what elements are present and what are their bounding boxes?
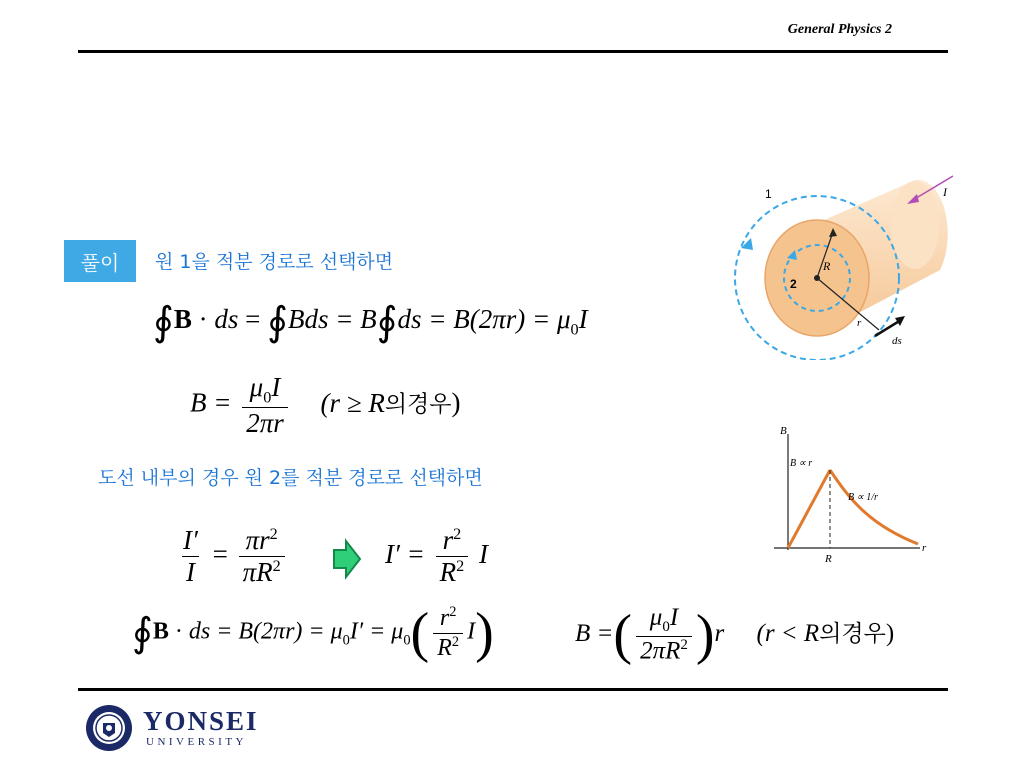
fraction: $\frac{\mu_0I}{2\pi R^2}$	[636, 604, 692, 666]
label-2: 2	[790, 277, 797, 291]
tick-R: R	[825, 553, 832, 565]
header-title: General Physics 2	[787, 22, 892, 37]
contour-integral-icon: ∮	[153, 298, 174, 344]
label-I: I	[943, 185, 947, 199]
logo-name: YONSEI	[143, 706, 259, 736]
equation-ampere-inner: ∮B · ds = $B(2\pi r) = \mu_0I' = \mu_0$( $\frac{r^2}{R^2}$ I)	[132, 602, 494, 665]
equation-current-ratio: $\frac{I'}{I}$ = $\frac{\pi r^2}{\pi R^2}$	[175, 525, 289, 588]
footer-divider	[78, 688, 948, 691]
wire-cross-section-figure	[725, 170, 965, 360]
fraction: $\frac{r^2}{R^2}$	[433, 604, 463, 662]
label-b-prop-r: B ∝ r	[790, 458, 813, 469]
fraction: $\frac{\pi r^2}{\pi R^2}$	[239, 525, 285, 588]
contour-integral-icon: ∮	[267, 298, 288, 344]
contour-integral-icon: ∮	[132, 610, 153, 656]
curve-linear	[788, 470, 830, 548]
curve-inverse	[830, 470, 918, 544]
label-ds: ds	[892, 335, 902, 347]
yonsei-seal-icon	[84, 703, 134, 753]
arrow-right-icon	[332, 538, 362, 580]
label-R: R	[823, 259, 831, 273]
equation-b-inside: B =( $\frac{\mu_0I}{2\pi R^2}$ )r (r < R의경우)	[575, 604, 895, 667]
solution-badge: 풀이	[64, 240, 136, 282]
equation-b-outside: B = $\frac{\mu_0I}{2\pi r}$ (r ≥ R의경우)	[190, 372, 461, 439]
solution-line-1: 원 1을 적분 경로로 선택하면	[155, 251, 394, 273]
equation-ampere-outer: ∮B · ds = ∮Bds = B∮ds = $B(2\pi r) = \mu_0I$	[153, 298, 588, 344]
label-1: 1	[765, 187, 772, 201]
label-r: r	[857, 317, 862, 329]
fraction: $\frac{\mu_0I}{2\pi r}$	[242, 372, 288, 439]
x-axis-label: r	[922, 542, 927, 554]
header-divider	[78, 50, 948, 53]
contour-integral-icon: ∮	[376, 298, 398, 344]
equation-current-enclosed: I′ = $\frac{r^2}{R^2}$ I	[385, 525, 488, 588]
fraction: $\frac{I'}{I}$	[183, 525, 198, 588]
logo-subtitle: UNIVERSITY	[146, 736, 247, 748]
label-b-prop-inv-r: B ∝ 1/r	[848, 492, 878, 503]
b-vs-r-graph	[770, 420, 930, 568]
solution-line-2: 도선 내부의 경우 원 2를 적분 경로로 선택하면	[98, 467, 483, 489]
y-axis-label: B	[780, 425, 787, 437]
fraction: $\frac{r^2}{R^2}$	[436, 525, 469, 588]
